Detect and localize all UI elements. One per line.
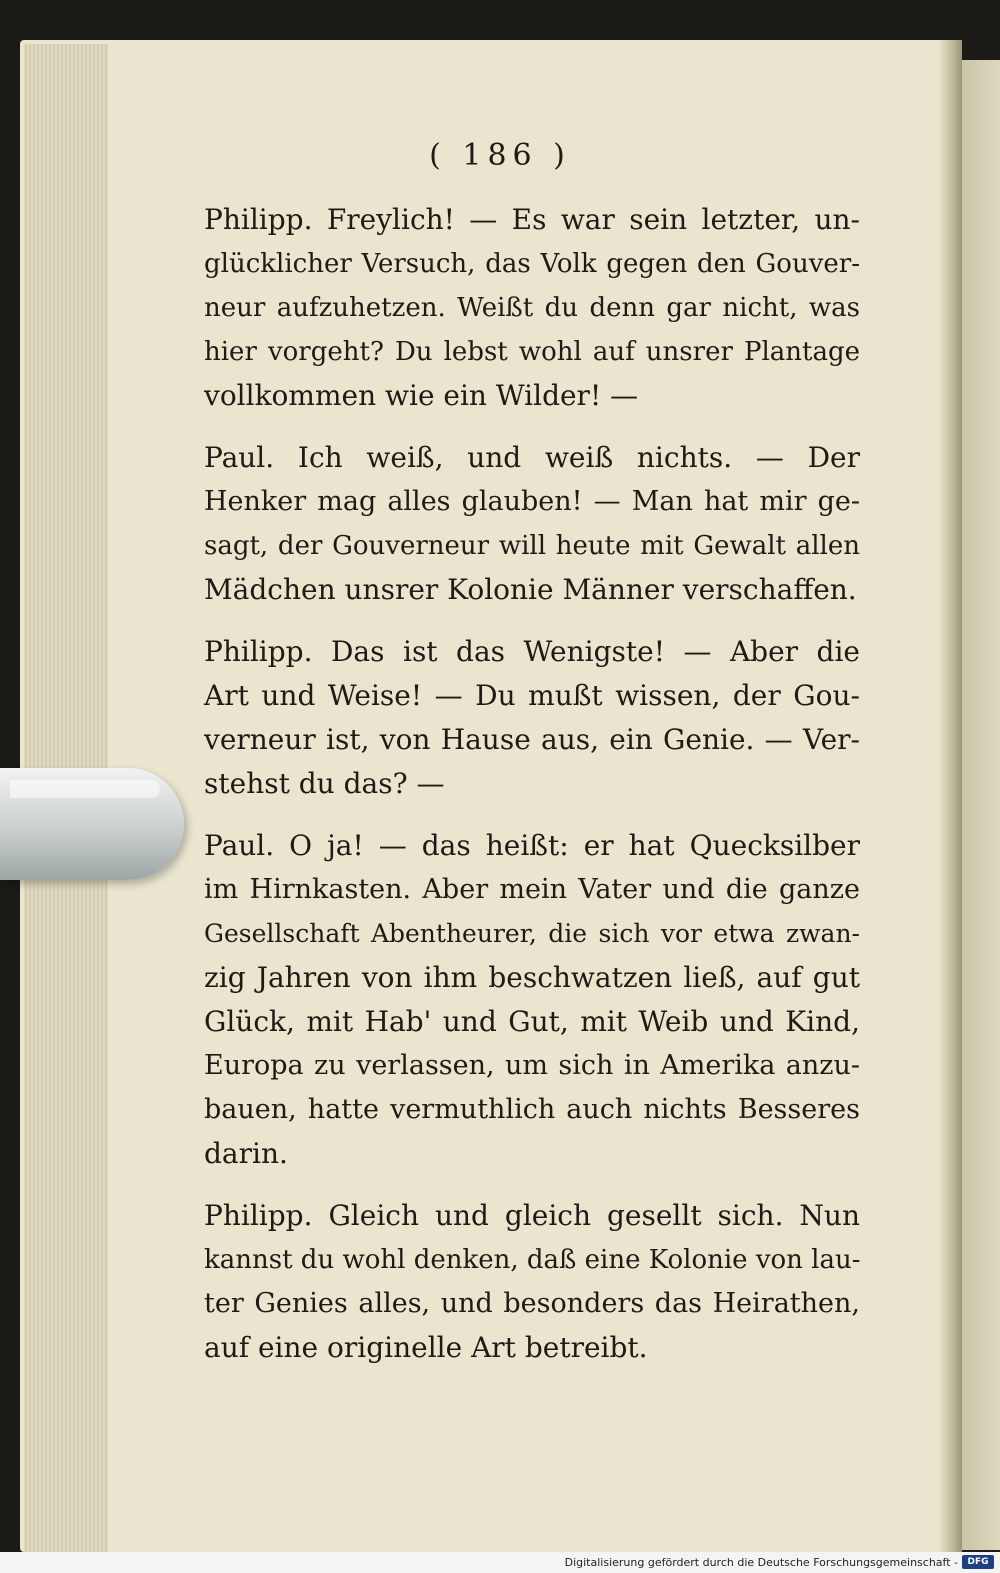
- paragraph-gap: [204, 418, 860, 436]
- text-line: glücklicher Versuch, das Volk gegen den Gouver-: [204, 249, 860, 279]
- page-text: [204, 198, 860, 1370]
- paragraph: [204, 436, 860, 612]
- text-line: Henker mag alles glauben! — Man hat mir ge-: [204, 486, 860, 517]
- footer-credit: Digitalisierung gefördert durch die Deutsche Forschungsgemeinschaft -: [564, 1556, 958, 1569]
- text-line: Glück, mit Hab' und Gut, mit Weib und Kind,: [204, 1005, 860, 1038]
- page-number: ( 186 ): [429, 138, 571, 173]
- paragraph-gap: [204, 806, 860, 824]
- text-line: Europa zu verlassen, um sich in Amerika anzu-: [204, 1050, 860, 1081]
- text-line: im Hirnkasten. Aber mein Vater und die ganze: [204, 874, 860, 905]
- text-line: Paul. Ich weiß, und weiß nichts. — Der: [204, 441, 860, 474]
- text-line: zig Jahren von ihm beschwatzen ließ, auf gut: [204, 961, 860, 994]
- paragraph: [204, 630, 860, 806]
- dfg-logo: DFG: [962, 1555, 994, 1569]
- book-clamp-shine: [10, 780, 160, 798]
- paragraph-gap: [204, 1176, 860, 1194]
- text-line: auf eine originelle Art betreibt.: [204, 1331, 648, 1364]
- text-line: Mädchen unsrer Kolonie Männer verschaffen.: [204, 573, 857, 606]
- next-page-edge: [962, 60, 1000, 1550]
- book-clamp: [0, 768, 184, 880]
- text-line: stehst du das? —: [204, 767, 445, 800]
- text-line: Gesellschaft Abentheurer, die sich vor etwa zwan-: [204, 919, 860, 948]
- text-line: Art und Weise! — Du mußt wissen, der Gou-: [204, 679, 860, 712]
- text-line: Philipp. Das ist das Wenigste! — Aber die: [204, 635, 860, 668]
- text-line: vollkommen wie ein Wilder! —: [204, 379, 639, 412]
- paragraph: [204, 1194, 860, 1370]
- text-line: ter Genies alles, und besonders das Heirathen,: [204, 1288, 860, 1319]
- text-line: kannst du wohl denken, daß eine Kolonie von lau-: [204, 1245, 861, 1275]
- text-line: sagt, der Gouverneur will heute mit Gewalt allen: [204, 531, 860, 561]
- page-gutter: [940, 40, 962, 1552]
- text-line: verneur ist, von Hause aus, ein Genie. — Ver-: [204, 723, 860, 756]
- text-line: hier vorgeht? Du lebst wohl auf unsrer Plantage: [204, 337, 860, 367]
- text-line: darin.: [204, 1137, 288, 1170]
- text-line: Paul. O ja! — das heißt: er hat Quecksilber: [204, 829, 860, 862]
- paragraph-gap: [204, 612, 860, 630]
- text-line: neur aufzuhetzen. Weißt du denn gar nicht, was: [204, 293, 860, 323]
- paragraph: [204, 824, 860, 1176]
- text-line: bauen, hatte vermuthlich auch nichts Besseres: [204, 1094, 860, 1125]
- text-line: Philipp. Gleich und gleich gesellt sich. Nun: [204, 1199, 860, 1232]
- text-line: Philipp. Freylich! — Es war sein letzter, un-: [204, 203, 860, 236]
- paragraph: [204, 198, 860, 418]
